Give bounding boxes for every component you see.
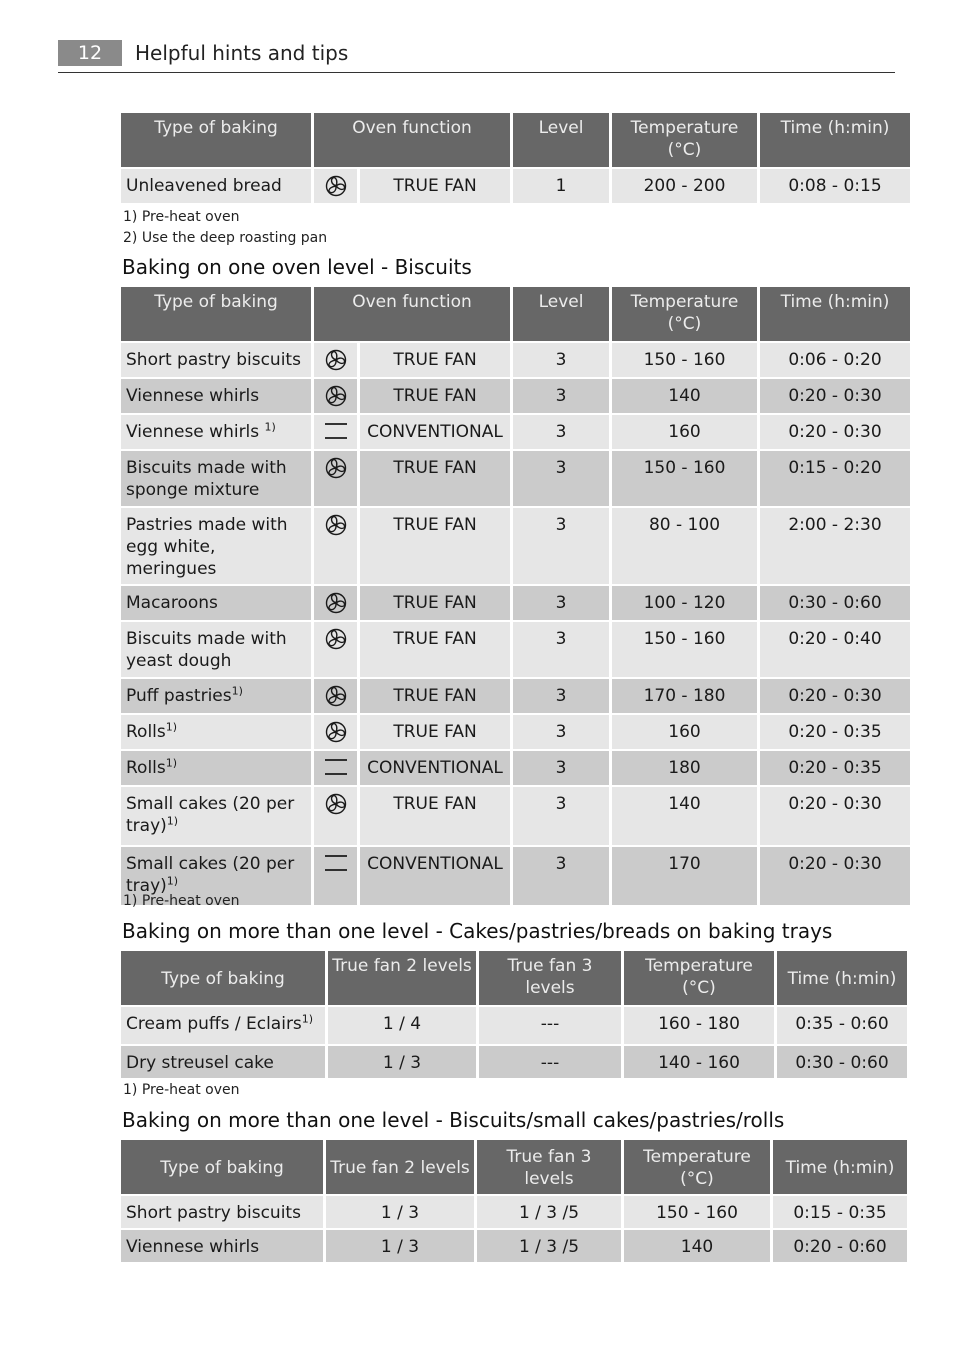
footnote: 1) Pre-heat oven <box>123 893 240 909</box>
temperature-cell: 140 - 160 <box>624 1046 774 1078</box>
time-cell: 2:00 - 2:30 <box>760 508 910 584</box>
baking-type-cell <box>121 787 311 845</box>
level-cell: 3 <box>513 622 609 677</box>
col-header-type: Type of baking <box>121 1140 323 1194</box>
baking-type-label: Small cakes (20 per tray) <box>126 854 295 896</box>
time-cell: 0:30 - 0:60 <box>777 1046 907 1078</box>
baking-type-cell <box>121 451 311 506</box>
col-header-level: Level <box>513 113 609 167</box>
oven-function-icon-cell <box>314 451 357 506</box>
true-fan-icon <box>314 592 357 614</box>
footnote-marker: 1) <box>166 814 179 828</box>
conventional-icon <box>314 853 357 873</box>
true-fan-icon <box>314 721 357 743</box>
time-cell: 0:35 - 0:60 <box>777 1007 907 1044</box>
page-header <box>58 40 895 73</box>
oven-function-icon-cell <box>314 379 357 413</box>
temperature-cell: 100 - 120 <box>612 586 757 620</box>
oven-function-cell: TRUE FAN <box>360 586 510 620</box>
table-row <box>121 586 910 620</box>
baking-type-cell <box>121 622 311 677</box>
baking-type-cell <box>121 586 311 620</box>
col-header-fan-3-levels: True fan 3 levels <box>477 1140 621 1194</box>
baking-type-cell <box>121 751 311 785</box>
baking-type-cell <box>121 379 311 413</box>
level-cell: 3 <box>513 586 609 620</box>
baking-type-label: Short pastry biscuits <box>126 1203 301 1223</box>
time-cell: 0:20 - 0:60 <box>773 1230 907 1262</box>
oven-function-icon-cell <box>314 715 357 749</box>
baking-type-cell <box>121 169 311 203</box>
time-cell: 0:20 - 0:30 <box>760 787 910 845</box>
baking-type-label: Unleavened bread <box>126 176 282 196</box>
footnote-marker: 1) <box>264 420 276 434</box>
level-cell: 3 <box>513 751 609 785</box>
time-cell: 0:15 - 0:35 <box>773 1196 907 1228</box>
oven-function-cell: TRUE FAN <box>360 622 510 677</box>
temperature-cell: 140 <box>612 787 757 845</box>
baking-type-cell <box>121 1007 325 1044</box>
oven-function-icon-cell <box>314 586 357 620</box>
footnote-marker: 1) <box>166 874 179 888</box>
true-fan-icon <box>314 514 357 536</box>
baking-type-label: Biscuits made with sponge mixture <box>126 458 287 500</box>
time-cell: 0:20 - 0:30 <box>760 379 910 413</box>
oven-function-icon-cell <box>314 343 357 377</box>
baking-type-cell <box>121 679 311 713</box>
table-row <box>121 1230 907 1262</box>
temperature-cell: 150 - 160 <box>612 451 757 506</box>
true-fan-icon <box>314 457 357 479</box>
oven-function-cell: TRUE FAN <box>360 379 510 413</box>
level-cell: 3 <box>513 379 609 413</box>
baking-type-cell <box>121 1046 325 1078</box>
col-header-oven-function: Oven function <box>314 113 510 167</box>
baking-type-cell <box>121 508 311 584</box>
fan-3-levels-cell: 1 / 3 /5 <box>477 1196 621 1228</box>
level-cell: 3 <box>513 508 609 584</box>
temperature-cell: 140 <box>624 1230 770 1262</box>
table-row <box>121 1196 907 1228</box>
oven-function-icon-cell <box>314 787 357 845</box>
col-header-oven-function: Oven function <box>314 287 510 341</box>
baking-type-label: Viennese whirls <box>126 422 265 442</box>
time-cell: 0:30 - 0:60 <box>760 586 910 620</box>
baking-type-label: Viennese whirls <box>126 386 260 406</box>
col-header-temperature: Temperature (°C) <box>624 1140 770 1194</box>
table-row <box>121 508 910 584</box>
table-biscuits <box>118 285 913 907</box>
level-cell: 3 <box>513 787 609 845</box>
footnote-marker: 1) <box>301 1012 314 1026</box>
page-title: Helpful hints and tips <box>135 41 349 65</box>
table-row <box>121 787 910 845</box>
baking-type-label: Rolls <box>126 758 166 778</box>
temperature-cell: 150 - 160 <box>612 343 757 377</box>
table-row <box>121 715 910 749</box>
col-header-temperature: Temperature (°C) <box>624 951 774 1005</box>
table-row <box>121 415 910 449</box>
footnote: 1) Pre-heat oven <box>123 209 240 225</box>
table-row <box>121 451 910 506</box>
level-cell: 3 <box>513 679 609 713</box>
temperature-cell: 140 <box>612 379 757 413</box>
table-row <box>121 679 910 713</box>
time-cell: 0:20 - 0:30 <box>760 847 910 905</box>
temperature-cell: 150 - 160 <box>612 622 757 677</box>
table-row <box>121 1046 907 1078</box>
oven-function-cell: TRUE FAN <box>360 451 510 506</box>
level-cell: 3 <box>513 415 609 449</box>
time-cell: 0:20 - 0:35 <box>760 715 910 749</box>
col-header-temperature: Temperature (°C) <box>612 287 757 341</box>
temperature-cell: 160 <box>612 715 757 749</box>
section-title: Baking on one oven level - Biscuits <box>122 255 472 279</box>
oven-function-icon-cell <box>314 415 357 449</box>
oven-function-icon-cell <box>314 679 357 713</box>
time-cell: 0:15 - 0:20 <box>760 451 910 506</box>
baking-type-label: Biscuits made with yeast dough <box>126 629 287 671</box>
col-header-level: Level <box>513 287 609 341</box>
footnote-marker: 1) <box>231 684 243 698</box>
col-header-type: Type of baking <box>121 287 311 341</box>
footnote: 2) Use the deep roasting pan <box>123 230 328 246</box>
oven-function-cell: TRUE FAN <box>360 679 510 713</box>
oven-function-icon-cell <box>314 847 357 905</box>
true-fan-icon <box>314 628 357 650</box>
baking-type-label: Macaroons <box>126 593 218 613</box>
conventional-icon <box>314 421 357 441</box>
table-cakes-on-trays <box>118 949 910 1080</box>
conventional-icon <box>314 757 357 777</box>
footnote-marker: 1) <box>165 756 178 770</box>
time-cell: 0:20 - 0:30 <box>760 679 910 713</box>
col-header-fan-2-levels: True fan 2 levels <box>328 951 476 1005</box>
col-header-temperature: Temperature (°C) <box>612 113 757 167</box>
true-fan-icon <box>314 349 357 371</box>
table-unleavened-bread <box>118 111 913 205</box>
baking-type-label: Small cakes (20 per tray) <box>126 794 295 836</box>
section-title: Baking on more than one level - Biscuits/small cakes/pastries/rolls <box>122 1108 785 1132</box>
temperature-cell: 170 - 180 <box>612 679 757 713</box>
fan-3-levels-cell: 1 / 3 /5 <box>477 1230 621 1262</box>
true-fan-icon <box>314 385 357 407</box>
table-row <box>121 169 910 203</box>
baking-type-cell <box>121 1230 323 1262</box>
col-header-fan-3-levels: True fan 3 levels <box>479 951 621 1005</box>
fan-3-levels-cell: --- <box>479 1046 621 1078</box>
fan-2-levels-cell: 1 / 3 <box>326 1196 474 1228</box>
level-cell: 3 <box>513 451 609 506</box>
oven-function-cell: TRUE FAN <box>360 169 510 203</box>
temperature-cell: 150 - 160 <box>624 1196 770 1228</box>
baking-type-label: Cream puffs / Eclairs <box>126 1014 302 1034</box>
baking-type-label: Dry streusel cake <box>126 1053 274 1073</box>
col-header-type: Type of baking <box>121 951 325 1005</box>
temperature-cell: 80 - 100 <box>612 508 757 584</box>
baking-type-cell <box>121 715 311 749</box>
fan-2-levels-cell: 1 / 3 <box>328 1046 476 1078</box>
footnote-marker: 1) <box>165 720 178 734</box>
true-fan-icon <box>314 685 357 707</box>
time-cell: 0:20 - 0:35 <box>760 751 910 785</box>
oven-function-cell: TRUE FAN <box>360 508 510 584</box>
level-cell: 3 <box>513 715 609 749</box>
oven-function-cell: CONVENTIONAL <box>360 751 510 785</box>
time-cell: 0:20 - 0:40 <box>760 622 910 677</box>
table-row <box>121 622 910 677</box>
baking-type-label: Pastries made with egg white, meringues <box>126 515 288 579</box>
level-cell: 1 <box>513 169 609 203</box>
baking-type-label: Rolls <box>126 722 166 742</box>
oven-function-icon-cell <box>314 508 357 584</box>
time-cell: 0:20 - 0:30 <box>760 415 910 449</box>
fan-2-levels-cell: 1 / 3 <box>326 1230 474 1262</box>
baking-type-cell <box>121 343 311 377</box>
fan-3-levels-cell: --- <box>479 1007 621 1044</box>
oven-function-icon-cell <box>314 622 357 677</box>
oven-function-cell: TRUE FAN <box>360 787 510 845</box>
oven-function-cell: TRUE FAN <box>360 343 510 377</box>
temperature-cell: 200 - 200 <box>612 169 757 203</box>
baking-type-cell <box>121 1196 323 1228</box>
level-cell: 3 <box>513 343 609 377</box>
level-cell: 3 <box>513 847 609 905</box>
time-cell: 0:08 - 0:15 <box>760 169 910 203</box>
table-row <box>121 751 910 785</box>
page-number: 12 <box>58 40 122 66</box>
true-fan-icon <box>314 175 357 197</box>
oven-function-cell: TRUE FAN <box>360 715 510 749</box>
col-header-time: Time (h:min) <box>773 1140 907 1194</box>
col-header-time: Time (h:min) <box>760 113 910 167</box>
oven-function-icon-cell <box>314 169 357 203</box>
oven-function-cell: CONVENTIONAL <box>360 847 510 905</box>
true-fan-icon <box>314 793 357 815</box>
temperature-cell: 160 - 180 <box>624 1007 774 1044</box>
baking-type-label: Puff pastries <box>126 686 232 706</box>
baking-type-label: Viennese whirls <box>126 1237 260 1257</box>
col-header-type: Type of baking <box>121 113 311 167</box>
table-row <box>121 379 910 413</box>
temperature-cell: 170 <box>612 847 757 905</box>
temperature-cell: 180 <box>612 751 757 785</box>
fan-2-levels-cell: 1 / 4 <box>328 1007 476 1044</box>
table-row <box>121 1007 907 1044</box>
col-header-time: Time (h:min) <box>777 951 907 1005</box>
temperature-cell: 160 <box>612 415 757 449</box>
baking-type-label: Short pastry biscuits <box>126 350 301 370</box>
baking-type-cell <box>121 415 311 449</box>
time-cell: 0:06 - 0:20 <box>760 343 910 377</box>
footnote: 1) Pre-heat oven <box>123 1082 240 1098</box>
oven-function-cell: CONVENTIONAL <box>360 415 510 449</box>
oven-function-icon-cell <box>314 751 357 785</box>
col-header-time: Time (h:min) <box>760 287 910 341</box>
section-title: Baking on more than one level - Cakes/pastries/breads on baking trays <box>122 919 833 943</box>
table-row <box>121 343 910 377</box>
col-header-fan-2-levels: True fan 2 levels <box>326 1140 474 1194</box>
table-small-cakes <box>118 1138 910 1264</box>
